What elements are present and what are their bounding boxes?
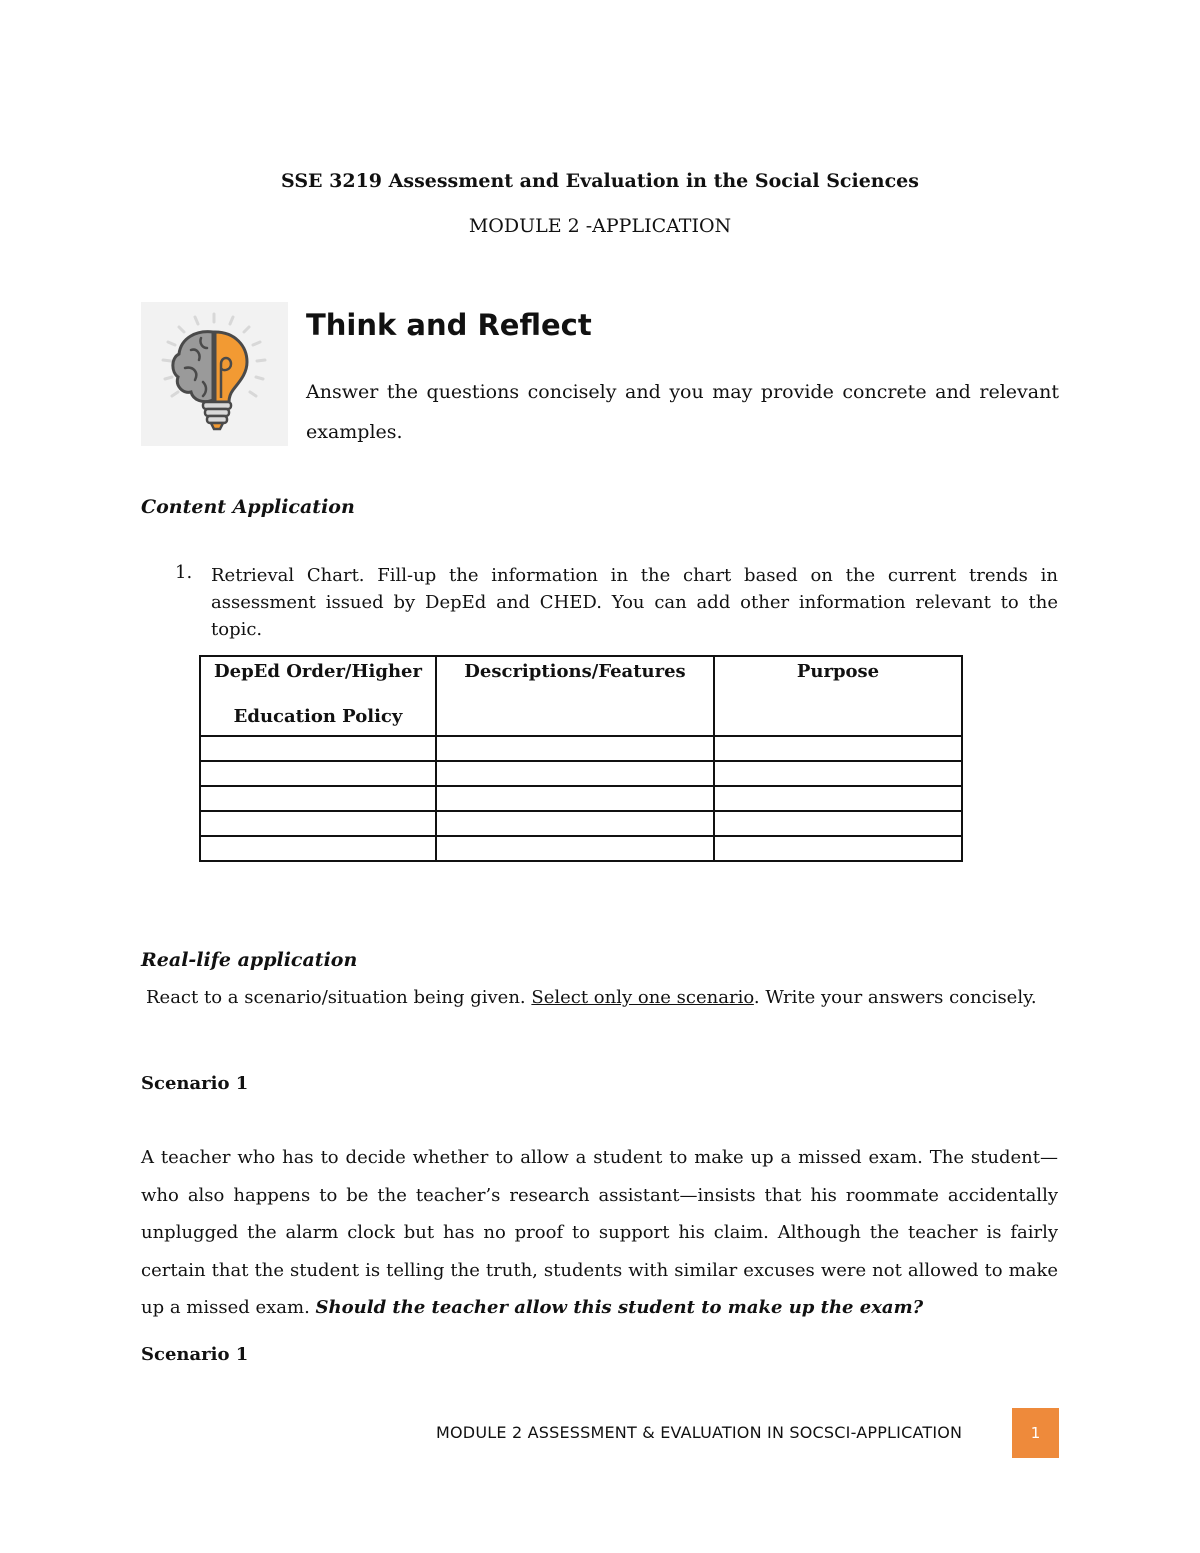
real-life-instructions [146,987,1037,1008]
scenario-1-question: Should the teacher allow this student to make up the exam? [315,1297,924,1318]
header-purpose: Purpose [714,656,962,736]
module-subtitle: MODULE 2 -APPLICATION [468,215,732,237]
real-life-text-after: . Write your answers concisely. [753,987,1037,1008]
scenario-1-body: A teacher who has to decide whether to allow a student to make up a missed exam. The student—who also happens to be the teacher’s research assistant—insists that his roommate accidentally unplugged the alarm clock but has no proof to support his claim. Although the teacher is fairly certain that the student is telling the truth, students with similar excuses were not allowed to make up a missed exam. [141,1147,1058,1318]
table-cell[interactable] [200,786,436,811]
table-cell[interactable] [436,736,714,761]
table-cell[interactable] [436,761,714,786]
header-descriptions: Descriptions/Features [436,656,714,736]
table-cell[interactable] [714,836,962,861]
table-row [200,761,962,786]
real-life-text-before: React to a scenario/situation being given. [146,987,532,1008]
table-row [200,811,962,836]
table-cell[interactable] [200,736,436,761]
footer-module-text: MODULE 2 ASSESSMENT & EVALUATION IN SOCSCI-APPLICATION [436,1423,963,1442]
scenario-1-heading: Scenario 1 [141,1073,249,1094]
table-cell[interactable] [200,811,436,836]
table-cell[interactable] [714,761,962,786]
scenario-1-text [141,1139,1058,1327]
real-life-text-underlined: Select only one scenario [531,987,754,1008]
think-reflect-heading: Think and Reflect [306,308,592,342]
table-cell[interactable] [714,811,962,836]
table-row [200,736,962,761]
brain-lightbulb-icon [141,302,288,446]
document-title: SSE 3219 Assessment and Evaluation in the Social Sciences [281,170,919,192]
table-row [200,786,962,811]
real-life-heading: Real-life application [141,949,358,971]
header-deped-order [200,656,436,736]
scenario-1-repeat-heading: Scenario 1 [141,1344,249,1365]
table-cell[interactable] [714,786,962,811]
header-deped-order-line2: Education Policy [233,706,403,727]
content-application-heading: Content Application [141,496,355,518]
retrieval-chart-instructions: Retrieval Chart. Fill-up the information in the chart based on the current trends in assessment issued by DepEd and CHED. You can add other information relevant to the topic. [211,565,1058,640]
table-row [200,836,962,861]
table-cell[interactable] [436,811,714,836]
table-cell[interactable] [436,836,714,861]
list-item-number: 1. [175,562,193,583]
table-cell[interactable] [200,836,436,861]
table-cell[interactable] [714,736,962,761]
table-cell[interactable] [436,786,714,811]
think-instructions: Answer the questions concisely and you may provide concrete and relevant examples. [306,381,1059,443]
table-header-row [200,656,962,736]
retrieval-chart-table [199,655,963,862]
page-number-badge: 1 [1012,1408,1059,1458]
table-cell[interactable] [200,761,436,786]
header-deped-order-line1: DepEd Order/Higher [214,661,422,682]
